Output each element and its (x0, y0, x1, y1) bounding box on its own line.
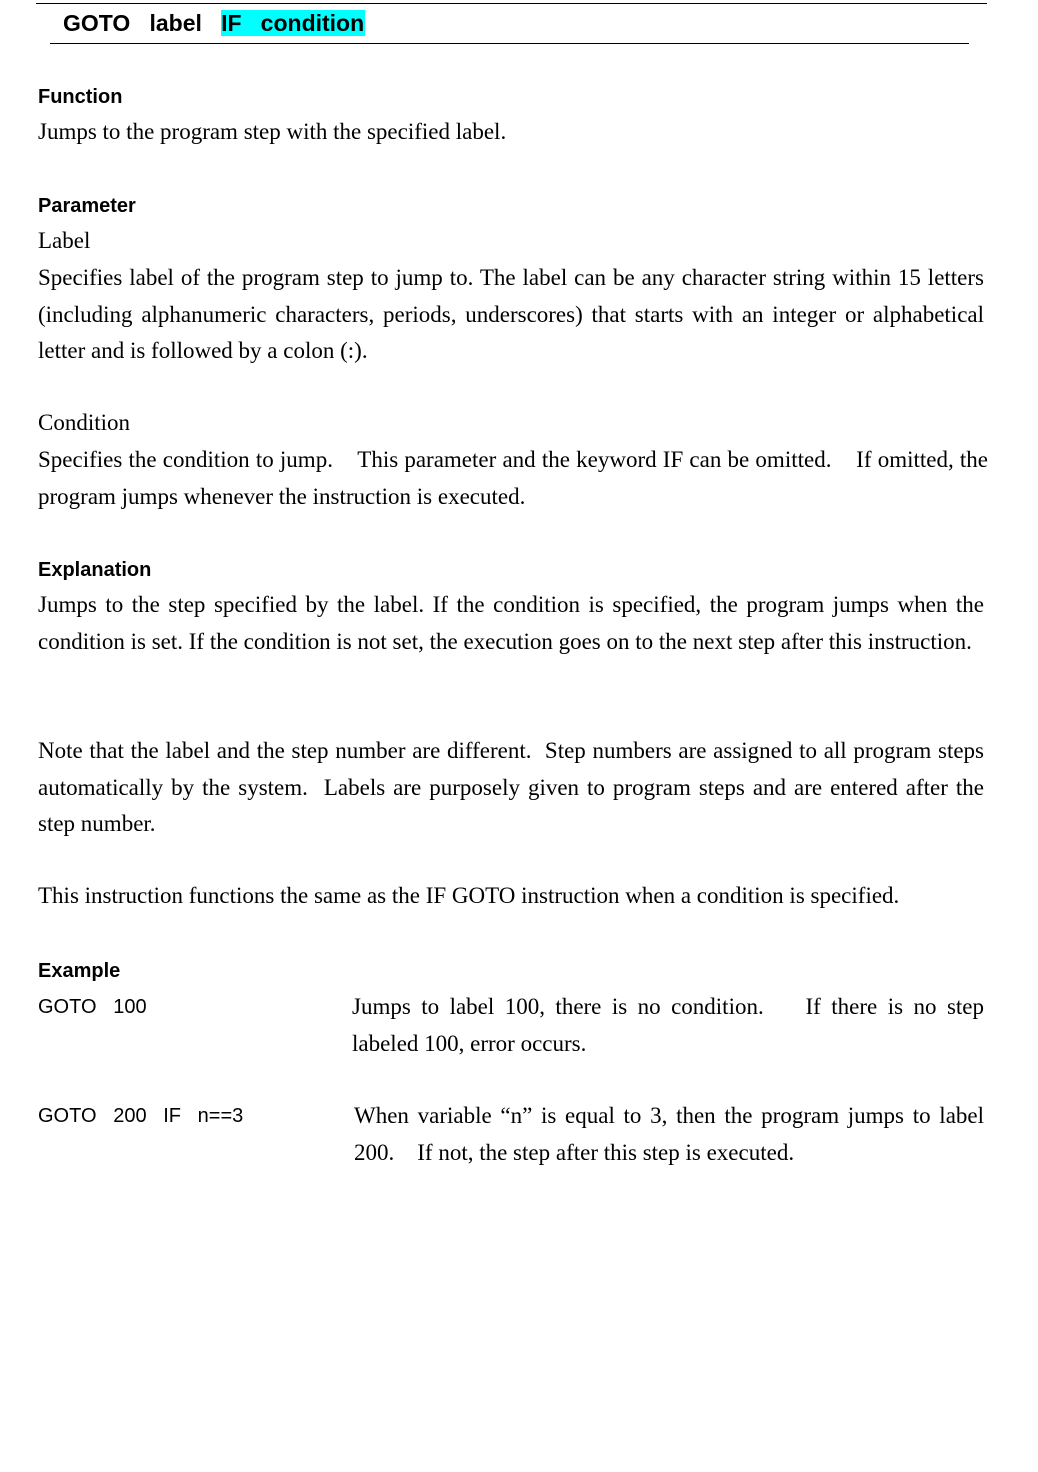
explanation-paragraph-3: This instruction functions the same as the IF GOTO instruction when a condition is specified. (38, 883, 900, 908)
header-rule-bottom (50, 43, 969, 44)
example-code-2: GOTO 200 IF n==3 (38, 1105, 244, 1127)
parameter-label-text: Specifies label of the program step to jump to. The label can be any character string within 15 letters (including alphanumeric characters, periods, underscores) that starts with an integer or alphabetical letter and is followed by a colon (:). (38, 265, 984, 363)
example-heading: Example (38, 960, 121, 982)
syntax-line (63, 8, 365, 38)
explanation-paragraph-2: Note that the label and the step number are different. Step numbers are assigned to all program steps automatically by the system. Labels are purposely given to program steps and are entered after the step number. (38, 738, 990, 836)
example-code-1: GOTO 100 (38, 996, 147, 1018)
parameter-label-title: Label (38, 228, 91, 253)
syntax-prefix: GOTO label (63, 10, 222, 36)
example-description-1: Jumps to label 100, there is no condition. If there is no step labeled 100, error occurs. (352, 994, 990, 1056)
function-heading: Function (38, 86, 123, 108)
parameter-condition-text: Specifies the condition to jump. This parameter and the keyword IF can be omitted. If omitted, the program jumps whenever the instruction is executed. (38, 447, 994, 509)
header-rule-top (36, 3, 987, 4)
syntax-highlight: IF condition (221, 10, 365, 36)
explanation-paragraph-1: Jumps to the step specified by the label. If the condition is specified, the program jumps when the condition is set. If the condition is not set, the execution goes on to the next step after this instruction. (38, 592, 984, 654)
function-text: Jumps to the program step with the specified label. (38, 119, 507, 144)
example-description-2: When variable “n” is equal to 3, then the program jumps to label 200. If not, the step after this step is executed. (354, 1103, 990, 1165)
parameter-heading: Parameter (38, 195, 136, 217)
parameter-condition-title: Condition (38, 410, 131, 435)
explanation-heading: Explanation (38, 559, 152, 581)
